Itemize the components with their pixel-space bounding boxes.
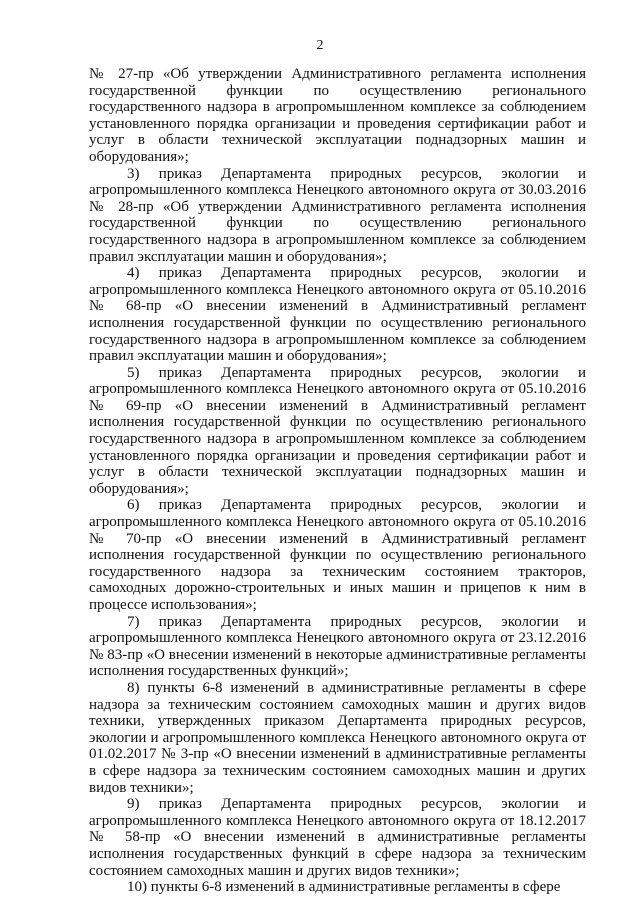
paragraph-item-2-continuation: № 27-пр «Об утверждении Административного регламента исполнения государственной функции по осуществлению регионального государственного надзора в агропромышленном комплексе за соблюдением установленного порядка организации и проведения сертификации работ и услуг в области технической эксплуатации поднадзорных машин и оборудования»;: [89, 66, 586, 165]
paragraph-item-7: 7) приказ Департамента природных ресурсов, экологии и агропромышленного комплекса Ненецкого автономного округа от 23.12.2016 № 83-пр «О внесении изменений в некоторые административные регламенты исполнения государственных функций»;: [89, 613, 586, 680]
page-number: 2: [316, 38, 324, 53]
paragraph-item-5: 5) приказ Департамента природных ресурсов, экологии и агропромышленного комплекса Ненецкого автономного округа от 05.10.2016 № 69-пр «О внесении изменений в Административный регламент исполнения государственной функции по осуществлению регионального государственного надзора в агропромышленном комплексе за соблюдением установленного порядка организации и проведения сертификации работ и услуг в области технической эксплуатации поднадзорных машин и оборудования»;: [89, 364, 586, 497]
paragraph-item-3: 3) приказ Департамента природных ресурсов, экологии и агропромышленного комплекса Ненецкого автономного округа от 30.03.2016 № 28-пр «Об утверждении Административного регламента исполнения государственной функции по осуществлению регионального государственного надзора в агропромышленном комплексе за соблюдением правил эксплуатации машин и оборудования»;: [89, 165, 586, 265]
paragraph-item-4: 4) приказ Департамента природных ресурсов, экологии и агропромышленного комплекса Ненецкого автономного округа от 05.10.2016 № 68-пр «О внесении изменений в Административный регламент исполнения государственной функции по осуществлению регионального государственного надзора в агропромышленном комплексе за соблюдением правил эксплуатации машин и оборудования»;: [89, 265, 586, 365]
paragraph-item-8: 8) пункты 6-8 изменений в административные регламенты в сфере надзора за техническим состоянием самоходных машин и других видов техники, утвержденных приказом Департамента природных ресурсов, экологии и агропромышленного комплекса Ненецкого автономного округа от 01.02.2017 № 3-пр «О внесении изменений в административные регламенты в сфере надзора за техническим состоянием самоходных машин и других видов техники»;: [89, 679, 586, 796]
paragraph-item-6: 6) приказ Департамента природных ресурсов, экологии и агропромышленного комплекса Ненецкого автономного округа от 05.10.2016 № 70-пр «О внесении изменений в Административный регламент исполнения государственной функции по осуществлению регионального государственного надзора за техническим состоянием тракторов, самоходных дорожно-строительных и иных машин и прицепов к ним в процессе использования»;: [89, 497, 586, 613]
paragraph-item-10-start: 10) пункты 6-8 изменений в административные регламенты в сфере: [127, 879, 561, 896]
paragraph-item-9: 9) приказ Департамента природных ресурсов, экологии и агропромышленного комплекса Ненецкого автономного округа от 18.12.2017 № 58-пр «О внесении изменений в административные регламенты исполнения государственных функций в сфере надзора за техническим состоянием самоходных машин и других видов техники»;: [89, 796, 586, 879]
document-body: [89, 66, 586, 896]
